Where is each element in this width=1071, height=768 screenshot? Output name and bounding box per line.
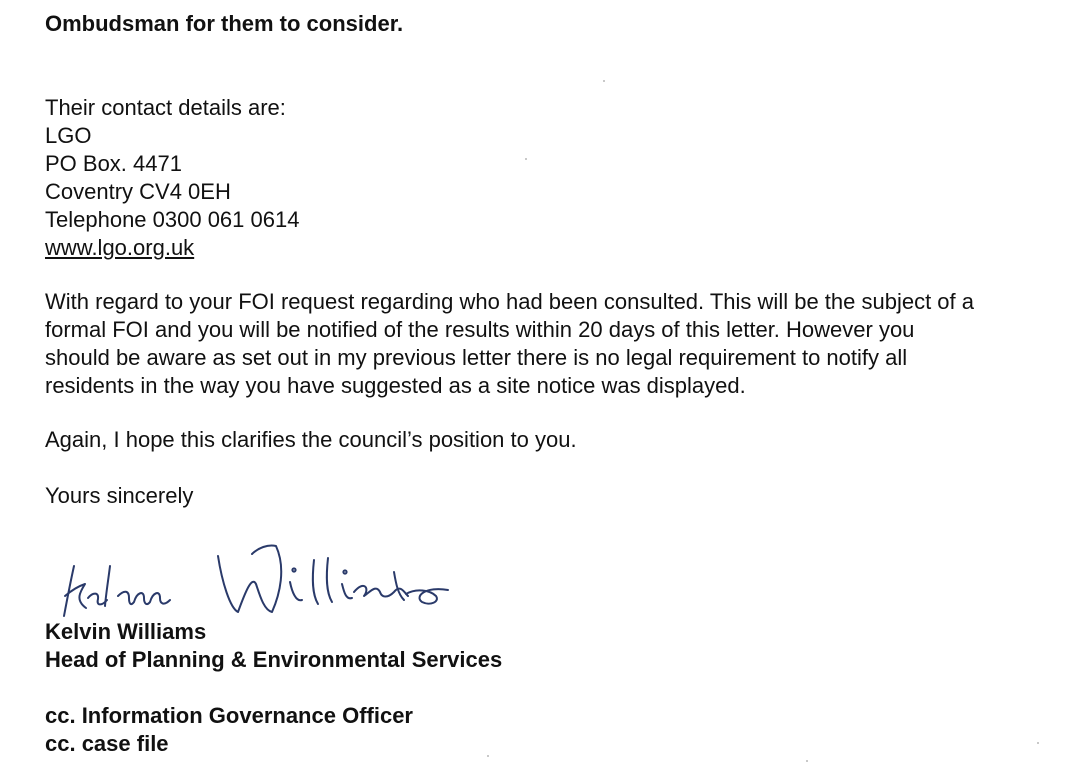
foi-paragraph-line-2: formal FOI and you will be notified of the results within 20 days of this letter. However you (45, 317, 915, 342)
scan-speck (487, 755, 489, 757)
foi-paragraph-line-4: residents in the way you have suggested as a site notice was displayed. (45, 373, 746, 398)
signer-title: Head of Planning & Environmental Services (45, 647, 503, 672)
ombudsman-line: Ombudsman for them to consider. (45, 11, 404, 36)
scan-speck (603, 80, 605, 82)
contact-org: LGO (45, 123, 92, 148)
contact-pobox: PO Box. 4471 (45, 151, 182, 176)
closing-line: Yours sincerely (45, 483, 194, 508)
clarify-line: Again, I hope this clarifies the council’s position to you. (45, 427, 577, 452)
foi-paragraph-line-1: With regard to your FOI request regarding who had been consulted. This will be the subject of a (45, 289, 974, 314)
contact-phone: Telephone 0300 061 0614 (45, 207, 300, 232)
scan-speck (525, 158, 527, 160)
cc-information-governance: cc. Information Governance Officer (45, 703, 413, 728)
scan-speck (806, 760, 808, 762)
handwritten-signature (58, 536, 458, 622)
contact-city: Coventry CV4 0EH (45, 179, 231, 204)
cc-case-file: cc. case file (45, 731, 169, 756)
contact-website-link[interactable]: www.lgo.org.uk (45, 235, 195, 260)
signer-name: Kelvin Williams (45, 619, 207, 644)
foi-paragraph-line-3: should be aware as set out in my previous letter there is no legal requirement to notify all (45, 345, 908, 370)
scan-speck (1037, 742, 1039, 744)
contact-intro: Their contact details are: (45, 95, 286, 120)
